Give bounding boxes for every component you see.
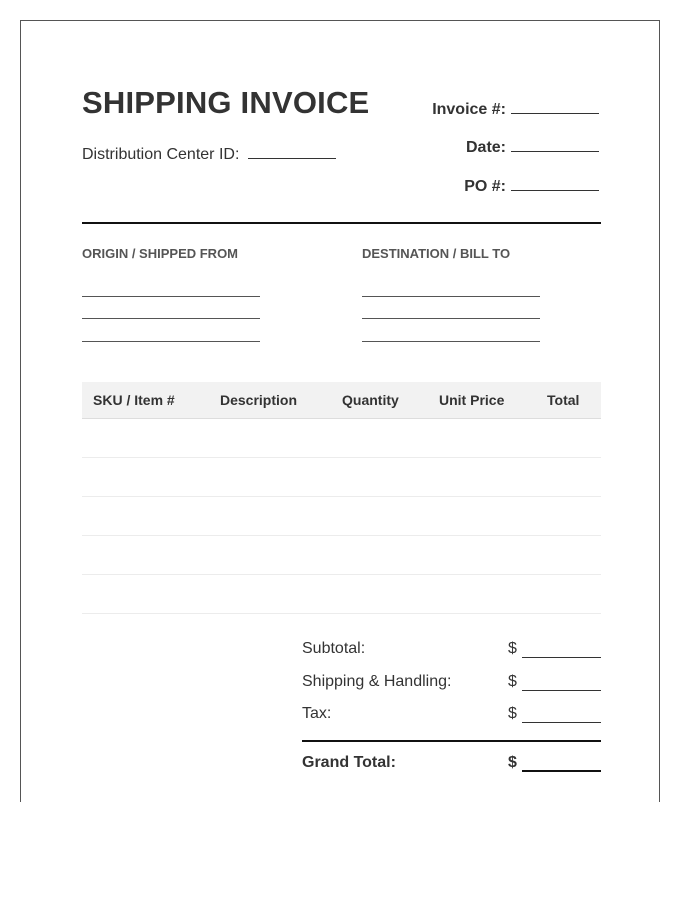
invoice-number-blank[interactable] bbox=[511, 99, 599, 114]
subtotal-blank[interactable] bbox=[522, 657, 601, 658]
grand-total-blank[interactable] bbox=[522, 770, 601, 772]
table-row[interactable] bbox=[82, 496, 601, 497]
grand-total-divider bbox=[302, 740, 601, 742]
subtotal-currency: $ bbox=[508, 640, 517, 657]
origin-label: ORIGIN / SHIPPED FROM bbox=[82, 246, 239, 261]
po-number-blank[interactable] bbox=[511, 176, 599, 191]
po-number-field bbox=[464, 176, 599, 196]
items-table-header bbox=[82, 382, 601, 419]
table-row[interactable] bbox=[82, 535, 601, 536]
invoice-number-field bbox=[432, 99, 599, 119]
table-row[interactable] bbox=[82, 574, 601, 575]
destination-label: DESTINATION / BILL TO bbox=[362, 246, 511, 261]
tax-currency: $ bbox=[508, 705, 517, 722]
page-title: SHIPPING INVOICE bbox=[82, 85, 370, 120]
shipping-label: Shipping & Handling: bbox=[302, 673, 452, 690]
grand-total-label: Grand Total: bbox=[302, 754, 396, 771]
column-header-unit-price: Unit Price bbox=[439, 392, 505, 408]
distribution-center-blank[interactable] bbox=[248, 144, 336, 159]
po-number-label: PO #: bbox=[464, 178, 506, 195]
tax-blank[interactable] bbox=[522, 722, 601, 723]
shipping-blank[interactable] bbox=[522, 690, 601, 691]
destination-line-2[interactable] bbox=[362, 318, 540, 319]
header-divider bbox=[82, 222, 601, 224]
tax-label: Tax: bbox=[302, 705, 332, 722]
distribution-center-label: Distribution Center ID: bbox=[82, 146, 240, 163]
column-header-sku: SKU / Item # bbox=[93, 392, 175, 408]
origin-line-2[interactable] bbox=[82, 318, 260, 319]
shipping-currency: $ bbox=[508, 673, 517, 690]
column-header-description: Description bbox=[220, 392, 298, 408]
invoice-sheet bbox=[20, 20, 660, 802]
table-row[interactable] bbox=[82, 613, 601, 614]
origin-line-3[interactable] bbox=[82, 341, 260, 342]
invoice-number-label: Invoice #: bbox=[432, 101, 506, 118]
column-header-total: Total bbox=[547, 392, 580, 408]
table-row[interactable] bbox=[82, 457, 601, 458]
date-label: Date: bbox=[465, 139, 506, 156]
destination-line-3[interactable] bbox=[362, 341, 540, 342]
date-field bbox=[466, 137, 599, 157]
destination-line-1[interactable] bbox=[362, 296, 540, 297]
column-header-quantity: Quantity bbox=[342, 392, 399, 408]
grand-total-currency: $ bbox=[508, 754, 517, 771]
distribution-center-field bbox=[82, 144, 336, 164]
origin-line-1[interactable] bbox=[82, 296, 260, 297]
date-blank[interactable] bbox=[511, 137, 599, 152]
subtotal-label: Subtotal: bbox=[302, 640, 366, 657]
